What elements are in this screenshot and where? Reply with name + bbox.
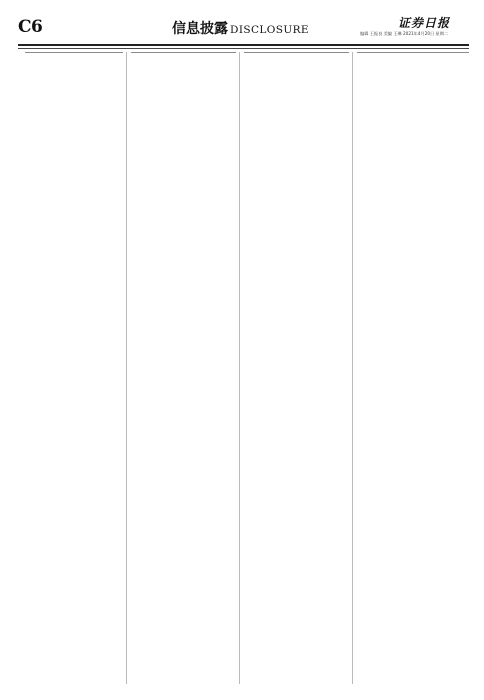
section-title-en: DISCLOSURE [230, 24, 309, 36]
article-column-1 [18, 52, 123, 684]
newspaper-logo: 证券日报 [398, 16, 451, 30]
editor-line: 编辑 王振良 美编 王琳 2021年4月20日 星期二 [360, 31, 449, 36]
article-column-2 [131, 52, 236, 684]
text-line [244, 52, 349, 53]
column-divider [126, 52, 127, 684]
masthead-rule-thin [18, 48, 469, 49]
text-line [357, 52, 469, 53]
masthead [0, 0, 484, 46]
text-line [131, 52, 236, 53]
page-code: C6 [18, 17, 43, 37]
column-divider [352, 52, 353, 684]
column-divider [239, 52, 240, 684]
section-title [172, 18, 309, 38]
section-title-cn: 信息披露 [172, 21, 228, 37]
article-column-3 [244, 52, 349, 684]
text-line [25, 52, 123, 53]
masthead-rule-thick [18, 44, 469, 46]
article-column-4 [357, 52, 469, 684]
